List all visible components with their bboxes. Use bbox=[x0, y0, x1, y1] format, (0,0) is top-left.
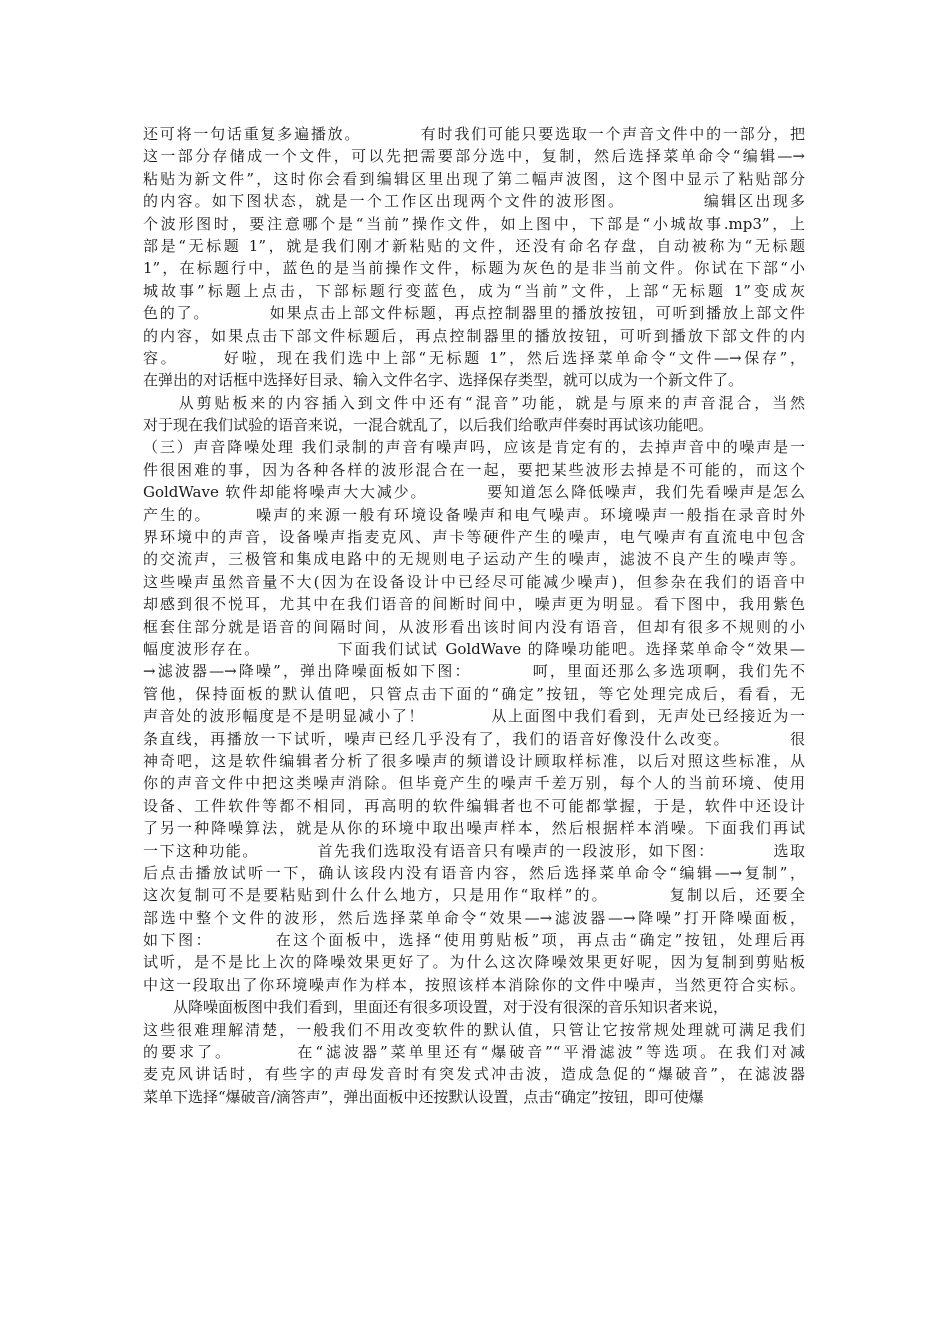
body-text-line: 管他，保持面板的默认值吧，只管点击下面的“确定”按钮，等它处理完成后，看看，无 bbox=[143, 684, 805, 703]
body-text-line: 从降噪面板图中我们看到，里面还有很多项设置，对于没有很深的音乐知识者来说， bbox=[143, 998, 729, 1017]
body-text-line: 产生的。 噪声的来源一般有环境设备噪声和电气噪声。环境噪声一般指在录音时外 bbox=[143, 505, 805, 524]
body-text-line: 的要求了。 在“滤波器”菜单里还有“爆破音”“平滑滤波”等选项。在我们对减 bbox=[143, 1043, 805, 1062]
body-text-line: 对于现在我们试验的语音来说，一混合就乱了，以后我们给歌声伴奏时再试该功能吧。 bbox=[143, 416, 714, 435]
body-text-line: 一下这种功能。 首先我们选取没有语音只有噪声的一段波形，如下图： 选取 bbox=[143, 841, 805, 860]
body-text-line: 这些很难理解清楚，一般我们不用改变软件的默认值，只管让它按常规处理就可满足我们 bbox=[143, 1020, 805, 1039]
body-text-line: 幅度波形存在。 下面我们试试 GoldWave 的降噪功能吧。选择菜单命令“效果— bbox=[143, 639, 805, 658]
body-text-line: （三）声音降噪处理 我们录制的声音有噪声吗，应该是肯定有的，去掉声音中的噪声是一 bbox=[143, 438, 805, 457]
body-text-line: 如下图： 在这个面板中，选择“使用剪贴板”项，再点击“确定”按钮，处理后再 bbox=[143, 931, 805, 950]
body-text-line: 部是“无标题 1”，就是我们刚才新粘贴的文件，还没有命名存盘，自动被称为“无标题 bbox=[143, 236, 805, 255]
body-text-line: 这次复制可不是要粘贴到什么什么地方，只是用作“取样”的。 复制以后，还要全 bbox=[143, 886, 805, 905]
body-text-line: 麦克风讲话时，有些字的声母发音时有突发式冲击波，造成急促的“爆破音”，在滤波器 bbox=[143, 1065, 805, 1084]
body-text-line: 框套住部分就是语音的间隔时间，从波形看出该时间内没有语音，但却有很多不规则的小 bbox=[143, 617, 805, 636]
body-text-line: 粘贴为新文件”，这时你会看到编辑区里出现了第二幅声波图，这个图中显示了粘贴部分 bbox=[143, 169, 805, 188]
body-text-line: 声音处的波形幅度是不是明显减小了！ 从上面图中我们看到，无声处已经接近为一 bbox=[143, 707, 805, 726]
body-text-line: 件很困难的事，因为各种各样的波形混合在一起，要把某些波形去掉是不可能的，而这个 bbox=[143, 460, 805, 479]
body-text-line: 这一部分存储成一个文件，可以先把需要部分选中，复制，然后选择菜单命令“编辑—→ bbox=[143, 147, 805, 166]
body-text-line: →滤波器—→降噪”，弹出降噪面板如下图： 呵，里面还那么多选项啊，我们先不 bbox=[143, 662, 805, 681]
document-page bbox=[143, 123, 805, 1108]
body-text-line: 却感到很不悦耳，尤其中在我们语音的间断时间中，噪声更为明显。看下图中，我用紫色 bbox=[143, 595, 805, 614]
body-text-line: 1”，在标题行中，蓝色的是当前操作文件，标题为灰色的是非当前文件。你试在下部“小 bbox=[143, 259, 805, 278]
body-text-line: 后点击播放试听一下，确认该段内没有语音内容，然后选择菜单命令“编辑—→复制”， bbox=[143, 863, 805, 882]
body-text-line: 还可将一句话重复多遍播放。 有时我们可能只要选取一个声音文件中的一部分，把 bbox=[143, 125, 805, 143]
body-text-line: 这些噪声虽然音量不大(因为在设备设计中已经尽可能减少噪声)，但参杂在我们的语音中 bbox=[143, 572, 805, 591]
body-text-line: 的内容，如果点击下部文件标题后，再点控制器里的播放按钮，可听到播放下部文件的内 bbox=[143, 326, 805, 345]
body-text-line: 个波形图时，要注意哪个是“当前”操作文件，如上图中，下部是“小城故事.mp3”，上 bbox=[143, 214, 805, 233]
body-text-line: 条直线，再播放一下试听，噪声已经几乎没有了，我们的语音好像没什么改变。 很 bbox=[143, 729, 805, 748]
body-text-line: GoldWave 软件却能将噪声大大减少。 要知道怎么降低噪声，我们先看噪声是怎么 bbox=[143, 483, 805, 502]
body-text-line: 设备、工件软件等都不相同，再高明的软件编辑者也不可能都掌握，于是，软件中还设计 bbox=[143, 796, 805, 815]
body-text-line: 试听，是不是比上次的降噪效果更好了。为什么这次降噪效果更好呢，因为复制到剪贴板 bbox=[143, 953, 805, 972]
body-text-line: 从剪贴板来的内容插入到文件中还有“混音”功能，就是与原来的声音混合，当然 bbox=[143, 393, 805, 412]
body-text-line: 了另一种降噪算法，就是从你的环境中取出噪声样本，然后根据样本消噪。下面我们再试 bbox=[143, 819, 805, 838]
body-text-line: 城故事”标题上点击，下部标题行变蓝色，成为“当前”文件，上部“无标题 1”变成灰 bbox=[143, 281, 805, 300]
body-text-line: 神奇吧，这是软件编辑者分析了很多噪声的频谱设计顾取样标准，以后对照这些标准，从 bbox=[143, 751, 805, 770]
body-text-line: 中这一段取出了你环境噪声作为样本，按照该样本消除你的文件中噪声，当然更符合实标。 bbox=[143, 975, 805, 994]
body-text-line: 容。 好啦，现在我们选中上部“无标题 1”，然后选择菜单命令“文件—→保存”， bbox=[143, 348, 805, 367]
body-text-line: 的内容。如下图状态，就是一个工作区出现两个文件的波形图。 编辑区出现多 bbox=[143, 192, 805, 211]
body-text-line: 在弹出的对话框中选择好目录、输入文件名字、选择保存类型，就可以成为一个新文件了。 bbox=[143, 371, 744, 390]
body-text-line: 菜单下选择“爆破音/滴答声”，弹出面板中还按默认设置，点击“确定”按钮，即可使爆 bbox=[143, 1087, 704, 1106]
body-text-line: 部选中整个文件的波形，然后选择菜单命令“效果—→滤波器—→降噪”打开降噪面板， bbox=[143, 908, 805, 927]
body-text-line: 色的了。 如果点击上部文件标题，再点控制器里的播放按钮，可听到播放上部文件 bbox=[143, 304, 805, 323]
body-text-line: 界环境中的声音，设备噪声指麦克风、声卡等硬件产生的噪声，电气噪声有直流电中包含 bbox=[143, 528, 805, 547]
body-text-line: 你的声音文件中把这类噪声消除。但毕竟产生的噪声千差万别，每个人的当前环境、使用 bbox=[143, 774, 805, 793]
body-text-line: 的交流声，三极管和集成电路中的无规则电子运动产生的噪声，滤波不良产生的噪声等。 bbox=[143, 550, 805, 569]
